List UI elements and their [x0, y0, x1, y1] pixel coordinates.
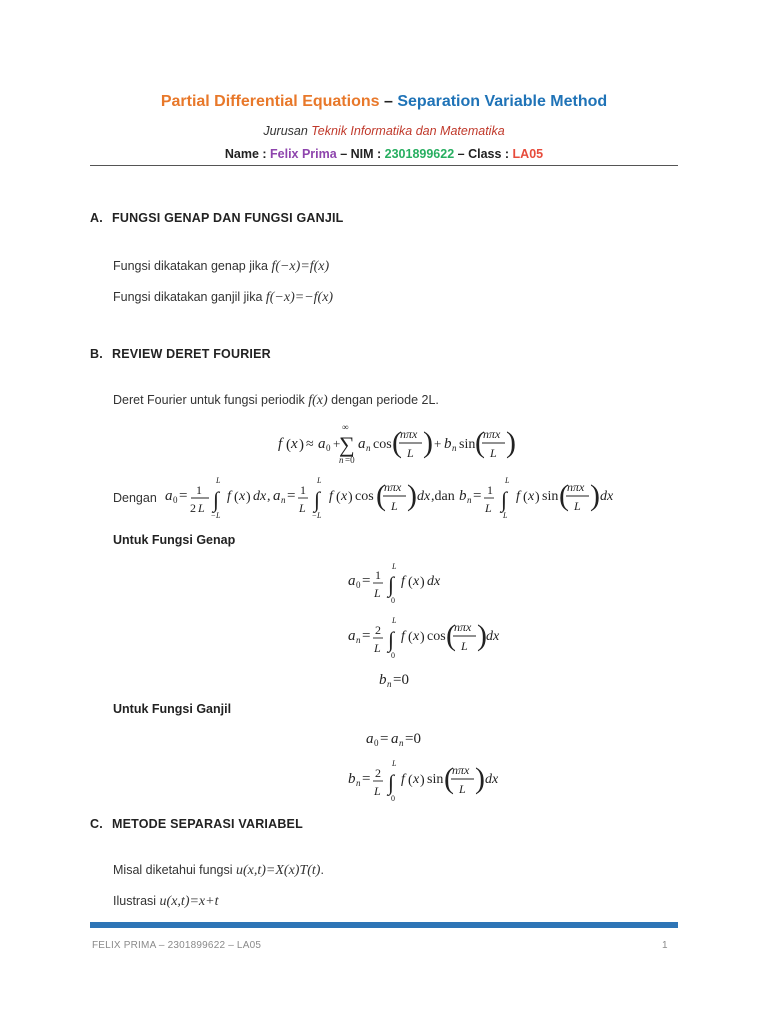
odd-function-definition: [113, 290, 333, 306]
svg-text:2: 2: [190, 501, 196, 515]
svg-text:L: L: [391, 499, 398, 513]
svg-text:): ): [535, 490, 540, 505]
svg-text:L: L: [392, 616, 397, 625]
svg-text:b: b: [444, 436, 452, 452]
odd-text: Fungsi dikatakan ganjil jika: [113, 290, 266, 304]
svg-text:L: L: [216, 511, 221, 520]
svg-text:): ): [420, 773, 425, 788]
svg-text:nπx: nπx: [567, 480, 585, 494]
svg-text:0: 0: [391, 651, 395, 660]
section-b-title: REVIEW DERET FOURIER: [112, 347, 271, 361]
svg-text:(: (: [408, 630, 413, 645]
svg-text:x: x: [413, 772, 420, 787]
svg-text:L: L: [407, 446, 414, 460]
svg-text:n: n: [387, 679, 392, 689]
odd-formula: f(−x)=−f(x): [265, 290, 334, 305]
svg-text:): ): [348, 490, 353, 505]
fourier-intro: [113, 393, 439, 409]
svg-text:): ): [420, 575, 425, 590]
department-line: [0, 124, 768, 138]
svg-text:x: x: [413, 629, 420, 644]
svg-text:1: 1: [300, 483, 306, 497]
svg-text:n: n: [356, 635, 361, 645]
svg-text:cos: cos: [373, 437, 392, 452]
coefficients-prefix: Dengan: [113, 491, 157, 505]
svg-text:0: 0: [391, 794, 395, 803]
svg-text:L: L: [485, 501, 492, 515]
svg-text:n: n: [339, 455, 344, 465]
svg-text:(: (: [475, 426, 485, 459]
svg-text:cos: cos: [355, 489, 374, 504]
svg-text:(: (: [234, 490, 239, 505]
svg-text:1: 1: [375, 568, 381, 582]
svg-text:nπx: nπx: [384, 480, 402, 494]
svg-text:f: f: [329, 489, 333, 504]
svg-text:a: a: [348, 573, 356, 589]
even-function-heading: Untuk Fungsi Genap: [113, 533, 236, 547]
illustration-line: [113, 894, 218, 910]
svg-text:=0: =0: [345, 455, 355, 465]
svg-text:a: a: [273, 488, 281, 504]
svg-text:n: n: [467, 495, 472, 505]
section-c-title: METODE SEPARASI VARIABEL: [112, 817, 303, 831]
svg-text:x: x: [341, 489, 348, 504]
svg-text:f: f: [401, 629, 405, 644]
svg-text:L: L: [216, 476, 221, 485]
svg-text:∫: ∫: [388, 627, 395, 652]
svg-text:=: =: [179, 488, 188, 504]
title-topic: Partial Differential Equations: [160, 93, 380, 110]
footer-text: FELIX PRIMA – 2301899622 – LA05: [92, 940, 262, 951]
svg-text:+: +: [333, 436, 341, 451]
title-method: Separation Variable Method: [397, 93, 608, 110]
section-a-title: FUNGSI GENAP DAN FUNGSI GANJIL: [112, 211, 344, 225]
svg-text:∫: ∫: [388, 770, 395, 795]
svg-text:b: b: [379, 672, 387, 688]
svg-text:=: =: [287, 488, 296, 504]
svg-text:L: L: [317, 476, 322, 485]
svg-text:): ): [407, 479, 417, 512]
svg-text:): ): [423, 426, 433, 459]
svg-text:,: ,: [267, 489, 271, 504]
svg-text:a: a: [318, 436, 326, 452]
svg-text:dx: dx: [253, 489, 267, 504]
section-c-letter: C.: [90, 817, 103, 831]
svg-text:a: a: [391, 731, 399, 747]
odd-bn-equation: [346, 755, 499, 805]
svg-text:−: −: [211, 511, 216, 520]
svg-text:2: 2: [375, 766, 381, 780]
svg-text:∞: ∞: [342, 422, 349, 432]
svg-text:L: L: [505, 476, 510, 485]
section-b-heading: [90, 347, 271, 361]
svg-text:nπx: nπx: [452, 763, 470, 777]
svg-text:L: L: [198, 501, 205, 515]
svg-text:=: =: [362, 771, 371, 787]
svg-text:n: n: [399, 738, 404, 748]
svg-text:L: L: [574, 499, 581, 513]
svg-text:∫: ∫: [314, 487, 321, 512]
svg-text:0: 0: [173, 495, 178, 505]
svg-text:0: 0: [356, 580, 361, 590]
svg-text:f: f: [516, 489, 520, 504]
svg-text:L: L: [392, 562, 397, 571]
svg-text:L: L: [374, 784, 381, 798]
svg-text:L: L: [392, 759, 397, 768]
svg-text:L: L: [459, 782, 466, 796]
svg-text:dx: dx: [600, 489, 614, 504]
svg-text:−: −: [312, 511, 317, 520]
svg-text:=: =: [473, 488, 482, 504]
illustration-formula: u(x,t)=x+t: [159, 894, 219, 909]
svg-text:0: 0: [391, 596, 395, 605]
svg-text:x: x: [413, 574, 420, 589]
separation-example-text: Misal diketahui fungsi: [113, 863, 236, 877]
svg-text:a: a: [348, 628, 356, 644]
separation-example: [113, 863, 324, 879]
svg-text:∫: ∫: [213, 487, 220, 512]
fourier-intro-period: dengan periode 2L.: [327, 393, 439, 407]
svg-text:): ): [420, 630, 425, 645]
document-title: [0, 93, 768, 111]
svg-text:,dan: ,dan: [431, 489, 455, 504]
svg-text:∑: ∑: [339, 432, 355, 457]
svg-text:≈: ≈: [306, 437, 314, 452]
svg-text:): ): [477, 619, 487, 652]
title-dash: –: [383, 93, 393, 110]
svg-text:nπx: nπx: [483, 427, 501, 441]
svg-text:dx: dx: [486, 629, 500, 644]
class-label: – Class :: [454, 147, 513, 161]
svg-text:): ): [299, 437, 304, 453]
svg-text:dx: dx: [427, 574, 441, 589]
svg-text:f: f: [401, 772, 405, 787]
nim-label: – NIM :: [336, 147, 385, 161]
svg-text:L: L: [503, 511, 508, 520]
svg-text:1: 1: [196, 483, 202, 497]
svg-text:cos: cos: [427, 629, 446, 644]
svg-text:∫: ∫: [501, 487, 508, 512]
svg-text:x: x: [291, 436, 298, 452]
svg-text:a: a: [366, 731, 374, 747]
svg-text:(: (: [446, 619, 456, 652]
svg-text:0: 0: [374, 738, 379, 748]
svg-text:=0: =0: [393, 672, 409, 688]
even-a0-equation: [346, 561, 456, 607]
svg-text:∫: ∫: [388, 572, 395, 597]
svg-text:): ): [475, 762, 485, 795]
svg-text:b: b: [459, 488, 467, 504]
svg-text:): ): [506, 426, 516, 459]
fourier-series-equation: [276, 420, 516, 472]
svg-text:a: a: [358, 436, 366, 452]
svg-text:nπx: nπx: [400, 427, 418, 441]
svg-text:nπx: nπx: [454, 620, 472, 634]
svg-text:): ): [590, 479, 600, 512]
even-function-definition: [113, 259, 329, 275]
svg-text:L: L: [490, 446, 497, 460]
header-divider: [90, 165, 678, 166]
even-bn-equation: [377, 668, 437, 692]
svg-text:dx: dx: [485, 772, 499, 787]
separation-example-formula: u(x,t)=X(x)T(t): [235, 863, 321, 878]
svg-text:=: =: [380, 731, 389, 747]
student-nim: 2301899622: [384, 147, 455, 161]
svg-text:(: (: [286, 437, 291, 453]
svg-text:=: =: [362, 628, 371, 644]
svg-text:2: 2: [375, 623, 381, 637]
svg-text:n: n: [281, 495, 286, 505]
svg-text:L: L: [374, 586, 381, 600]
even-an-equation: [346, 612, 500, 662]
svg-text:(: (: [408, 575, 413, 590]
svg-text:dx: dx: [417, 489, 431, 504]
separation-example-period: .: [320, 863, 324, 877]
svg-text:L: L: [374, 641, 381, 655]
svg-text:=: =: [362, 573, 371, 589]
fourier-intro-text: Deret Fourier untuk fungsi periodik: [113, 393, 309, 407]
student-info-line: [0, 147, 768, 161]
svg-text:(: (: [376, 479, 386, 512]
svg-text:+: +: [434, 436, 442, 451]
student-name: Felix Prima: [270, 147, 337, 161]
svg-text:1: 1: [487, 483, 493, 497]
svg-text:L: L: [317, 511, 322, 520]
svg-text:L: L: [461, 639, 468, 653]
svg-text:(: (: [336, 490, 341, 505]
svg-text:=0: =0: [405, 731, 421, 747]
fourier-intro-formula: f(x): [308, 393, 328, 408]
department-prefix: Jurusan: [263, 124, 312, 138]
svg-text:L: L: [299, 501, 306, 515]
odd-function-heading: Untuk Fungsi Ganjil: [113, 702, 232, 716]
svg-text:x: x: [239, 489, 246, 504]
section-c-heading: [90, 817, 303, 831]
page-number: 1: [662, 940, 668, 951]
svg-text:(: (: [392, 426, 402, 459]
fourier-coefficients-equation: [163, 473, 623, 525]
section-a-letter: A.: [90, 211, 103, 225]
svg-text:(: (: [559, 479, 569, 512]
section-a-heading: [90, 211, 343, 225]
even-text: Fungsi dikatakan genap jika: [113, 259, 272, 273]
svg-text:sin: sin: [542, 489, 559, 504]
svg-text:x: x: [528, 489, 535, 504]
svg-text:f: f: [401, 574, 405, 589]
svg-text:n: n: [366, 443, 371, 453]
svg-text:b: b: [348, 771, 356, 787]
svg-text:sin: sin: [427, 772, 444, 787]
svg-text:sin: sin: [459, 437, 476, 452]
svg-text:0: 0: [326, 443, 331, 453]
name-label: Name :: [224, 147, 271, 161]
svg-text:(: (: [408, 773, 413, 788]
svg-text:): ): [246, 490, 251, 505]
svg-text:n: n: [452, 443, 457, 453]
footer-bar: [90, 922, 678, 928]
svg-text:a: a: [165, 488, 173, 504]
svg-text:(: (: [523, 490, 528, 505]
svg-text:f: f: [278, 436, 283, 452]
odd-a0-an-equation: [364, 727, 444, 751]
department-name: Teknik Informatika dan Matematika: [311, 124, 505, 138]
section-b-letter: B.: [90, 347, 103, 361]
svg-text:(: (: [444, 762, 454, 795]
student-class: LA05: [512, 147, 544, 161]
even-formula: f(−x)=f(x): [271, 259, 330, 274]
illustration-text: Ilustrasi: [113, 894, 160, 908]
svg-text:f: f: [227, 489, 231, 504]
svg-text:n: n: [356, 778, 361, 788]
